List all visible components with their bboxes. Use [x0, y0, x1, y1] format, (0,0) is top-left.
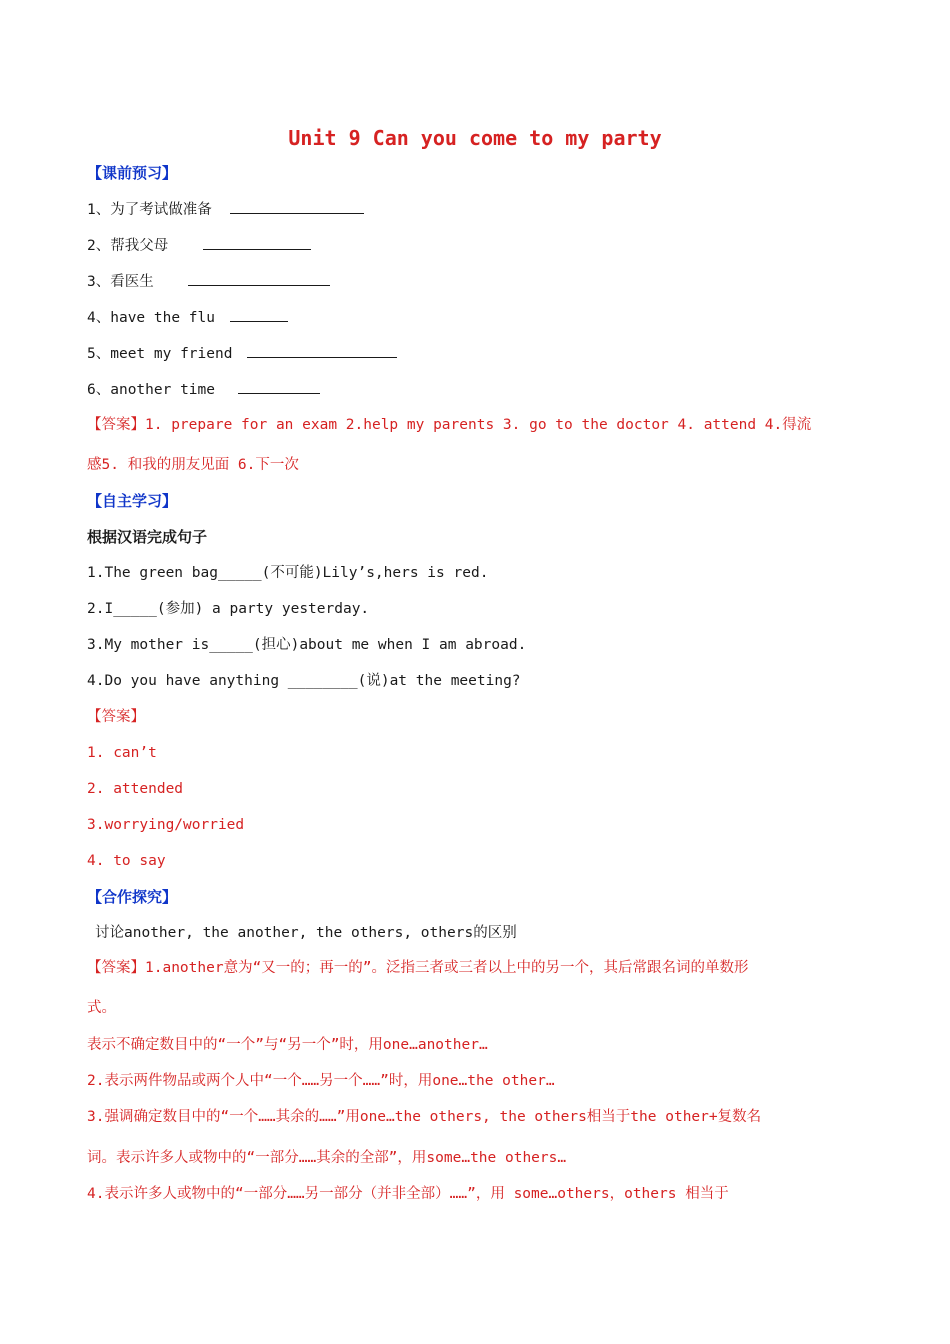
page-title: Unit 9 Can you come to my party [288, 126, 662, 150]
coop-answer-line: 3.强调确定数目中的“一个……其余的……”用one…the others, the others相当于the other+复数名 [87, 1109, 762, 1125]
preview-item: 3、看医生 [87, 271, 330, 292]
preview-item: 6、another time [87, 379, 320, 400]
exercise-answer: 4. to say [87, 853, 166, 869]
answer-blank [230, 307, 288, 322]
coop-answer-line: 词。表示许多人或物中的“一部分……其余的全部”，用some…the others… [87, 1150, 567, 1166]
coop-answer-line: 2.表示两件物品或两个人中“一个……另一个……”时，用one…the other… [87, 1073, 555, 1089]
coop-answer-line: 式。 [87, 1000, 116, 1016]
preview-answer-line: 感5. 和我的朋友见面 6.下一次 [87, 457, 299, 473]
exercise-sentence: 4.Do you have anything ________(说)at the meeting? [87, 673, 521, 689]
coop-answer-line: 4.表示许多人或物中的“一部分……另一部分（并非全部）……”，用 some…others，others 相当于 [87, 1186, 729, 1202]
discussion-question: 讨论another, the another, the others, others的区别 [95, 925, 517, 941]
preview-item: 5、meet my friend [87, 343, 397, 364]
exercise-answer: 1. can’t [87, 745, 157, 761]
section-heading-preview: 【课前预习】 [87, 164, 178, 182]
section-heading-self-study: 【自主学习】 [87, 492, 178, 510]
preview-item: 1、为了考试做准备 [87, 199, 364, 220]
exercise-answer: 3.worrying/worried [87, 817, 245, 833]
answer-blank [247, 343, 397, 358]
answer-blank [238, 379, 320, 394]
coop-answer-line: 【答案】1.another意为“又一的；再一的”。泛指三者或三者以上中的另一个，其后常跟名词的单数形 [87, 960, 749, 976]
answer-blank [188, 271, 330, 286]
section-heading-coop: 【合作探究】 [87, 888, 178, 906]
exercise-sentence: 2.I_____(参加) a party yesterday. [87, 601, 370, 617]
exercise-sentence: 1.The green bag_____(不可能)Lily’s,hers is red. [87, 565, 489, 581]
answer-blank [230, 199, 364, 214]
answer-blank [203, 235, 311, 250]
preview-answer-line: 【答案】1. prepare for an exam 2.help my parents 3. go to the doctor 4. attend 4.得流 [87, 417, 812, 433]
preview-item: 4、have the flu [87, 307, 288, 328]
exercise-answer: 2. attended [87, 781, 184, 797]
coop-answer-line: 表示不确定数目中的“一个”与“另一个”时，用one…another… [87, 1037, 488, 1053]
self-study-instruction: 根据汉语完成句子 [87, 528, 208, 546]
preview-item: 2、帮我父母 [87, 235, 311, 256]
answer-label: 【答案】 [87, 709, 145, 725]
exercise-sentence: 3.My mother is_____(担心)about me when I am abroad. [87, 637, 527, 653]
